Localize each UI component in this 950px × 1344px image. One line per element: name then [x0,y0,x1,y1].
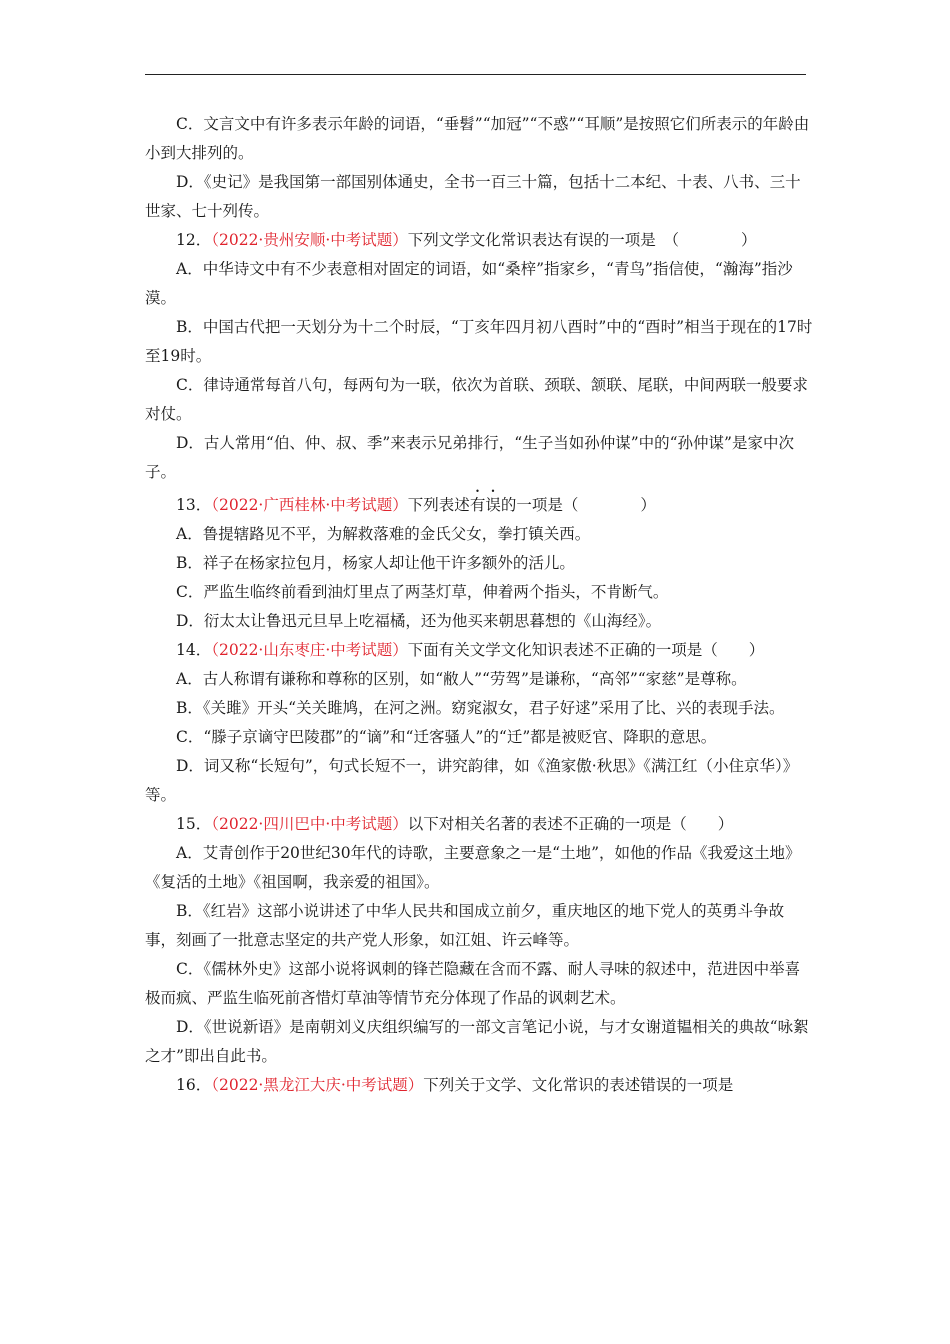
q14-text: 下面有关文学文化知识表述不正确的一项是（ ） [407,641,765,659]
q11-option-d: D．《史记》是我国第一部国别体通史，全书一百三十篇，包括十二本纪、十表、八书、三十世家、七十列传。 [145,173,801,220]
q16-number: 16． [176,1076,212,1094]
q13-option-b: B．祥子在杨家拉包月，杨家人却让他干许多额外的活儿。 [176,554,575,572]
q15-stem [145,810,813,839]
question-content [145,110,813,1100]
q15-source: （2022·四川巴中·中考试题） [211,815,408,833]
q16-stem [145,1071,813,1100]
q14-option-d: D．词又称“长短句”，句式长短不一，讲究韵律，如《渔家傲·秋思》《满江红（小住京华）》等。 [145,757,799,804]
q13-number: 13． [176,496,212,514]
q13-option-d: D．衍太太让鲁迅元旦早上吃福橘，还为他买来朝思暮想的《山海经》。 [176,612,662,630]
q13-emphasized-text: 有误 [469,496,501,514]
header-rule [145,74,806,75]
q15-option-c: C．《儒林外史》这部小说将讽刺的锋芒隐藏在含而不露、耐人寻味的叙述中，范进因中举喜极而疯、严监生临死前吝惜灯草油等情节充分体现了作品的讽刺艺术。 [145,960,801,1007]
q16-text: 下列关于文学、文化常识的表述错误的一项是 [423,1076,734,1094]
q14-option-b: B．《关雎》开头“关关雎鸠，在河之洲。窈窕淑女，君子好逑”采用了比、兴的表现手法。 [176,699,785,717]
q16-source: （2022·黑龙江大庆·中考试题） [211,1076,424,1094]
q13-stem [145,487,813,520]
q15-option-b: B．《红岩》这部小说讲述了中华人民共和国成立前夕，重庆地区的地下党人的英勇斗争故事，刻画了一批意志坚定的共产党人形象，如江姐、许云峰等。 [145,902,785,949]
q13-option-c: C．严监生临终前看到油灯里点了两茎灯草，伸着两个指头，不肯断气。 [176,583,669,601]
q12-number: 12． [176,231,212,249]
q14-option-a: A．古人称谓有谦称和尊称的区别，如“敝人”“劳驾”是谦称，“高邻”“家慈”是尊称。 [176,670,747,688]
q12-option-c: C．律诗通常每首八句，每两句为一联，依次为首联、颈联、颔联、尾联，中间两联一般要求对仗。 [145,376,808,423]
q15-option-a: A．艾青创作于20世纪30年代的诗歌，主要意象之一是“土地”，如他的作品《我爱这土地》《复活的土地》《祖国啊，我亲爱的祖国》。 [145,844,801,891]
q14-number: 14． [176,641,212,659]
q13-text-after: 的一项是（ ） [500,496,656,514]
q14-source: （2022·山东枣庄·中考试题） [211,641,408,659]
q13-option-a: A．鲁提辖路见不平，为解救落难的金氏父女，拳打镇关西。 [176,525,591,543]
q12-source: （2022·贵州安顺·中考试题） [211,231,408,249]
q11-option-c: C．文言文中有许多表示年龄的词语，“垂髫”“加冠”“不惑”“耳顺”是按照它们所表示的年龄由小到大排列的。 [145,115,810,162]
q13-source: （2022·广西桂林·中考试题） [211,496,408,514]
q15-number: 15． [176,815,212,833]
q15-text: 以下对相关名著的表述不正确的一项是（ ） [407,815,734,833]
q15-option-d: D．《世说新语》是南朝刘义庆组织编写的一部文言笔记小说，与才女谢道韫相关的典故“咏絮之才”即出自此书。 [145,1018,809,1065]
q14-stem [145,636,813,665]
q12-option-d: D．古人常用“伯、仲、叔、季”来表示兄弟排行，“生子当如孙仲谋”中的“孙仲谋”是家中次子。 [145,434,794,481]
q12-option-a: A．中华诗文中有不少表意相对固定的词语，如“桑梓”指家乡，“青鸟”指信使，“瀚海”指沙漠。 [145,260,793,307]
q14-option-c: C．“滕子京谪守巴陵郡”的“谪”和“迁客骚人”的“迁”都是被贬官、降职的意思。 [176,728,717,746]
q12-option-b: B．中国古代把一天划分为十二个时辰，“丁亥年四月初八酉时”中的“酉时”相当于现在的17时至19时。 [145,318,813,365]
q12-text: 下列文学文化常识表达有误的一项是 （ ） [407,231,757,249]
q13-text-before: 下列表述 [407,496,470,514]
q12-stem [145,226,813,255]
